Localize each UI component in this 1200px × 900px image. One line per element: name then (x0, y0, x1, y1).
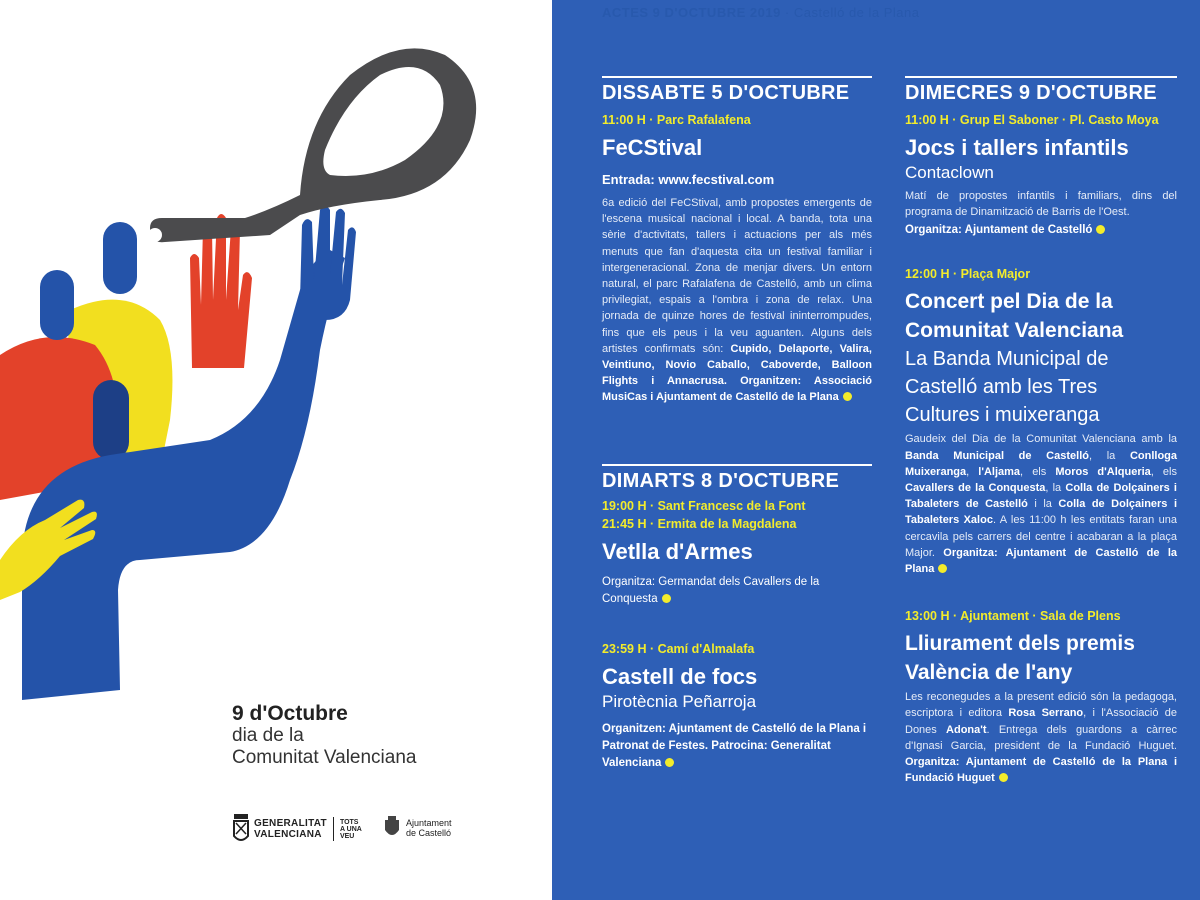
bullet-dot-icon (665, 758, 674, 767)
program-column-right (905, 76, 1177, 786)
event-title-castell: Castell de focs (602, 663, 758, 689)
event-description: Les reconegudes a la present edició són la pedagoga, escriptora i editora Rosa Serrano, i l'Associació de Dones Adona't. Entrega dels guardons a càrrec d'Ignasi Garcia, president de la Fundació Huguet. Organitza: Ajuntament de Castelló de la Plana i Fundació Huguet (905, 691, 1178, 785)
poster-title-line3: Comunitat Valenciana (232, 747, 417, 768)
generalitat-logo (232, 812, 362, 846)
event-organizer: Organitzen: Ajuntament de Castelló de la Plana i Patronat de Festes. Patrocina: Generalitat Valenciana (602, 722, 867, 769)
topline-bold: ACTES 9 D'OCTUBRE 2019 (602, 5, 781, 20)
event-organizer: Organitza: Germandat dels Cavallers de la Conquesta (602, 575, 820, 605)
poster-title-bold: 9 d'Octubre (232, 702, 348, 725)
event-time: 23:59 H · Camí d'Almalafa (602, 641, 755, 656)
ajuntament-name-2: de Castelló (406, 828, 452, 838)
day-header-dimarts: DIMARTS 8 D'OCTUBRE (602, 464, 872, 493)
artist-list: Cupido, Delaporte, Valira, Veintiuno, Novio Caballo, Caboverde, Balloon Flights i Annacrusa. (602, 342, 872, 388)
poster-panel (0, 0, 552, 900)
ajuntament-shield-icon (382, 816, 402, 840)
event-organizer: Organitza: Ajuntament de Castelló (905, 222, 1177, 239)
event-subtitle: La Banda Municipal de Castelló amb les Tres Cultures i muixeranga (905, 348, 1109, 427)
program-topline (602, 5, 920, 20)
bullet-dot-icon (938, 564, 947, 573)
generalitat-name-2: VALENCIANA (254, 829, 322, 840)
tots-tag-1: TOTS (339, 818, 359, 826)
day-header-dissabte: DISSABTE 5 D'OCTUBRE (602, 76, 872, 105)
tots-tag-3: VEU (339, 832, 355, 840)
sponsor-logos (232, 812, 532, 862)
program-column-left (602, 76, 872, 772)
event-title-premis: Lliurament dels premis València de l'any (905, 632, 1135, 685)
event-time: 11:00 H · Parc Rafalafena (602, 113, 751, 127)
generalitat-name-1: GENERALITAT (254, 818, 327, 829)
ajuntament-name-1: Ajuntament (406, 818, 452, 828)
bullet-dot-icon (843, 392, 852, 401)
event-subtitle: Pirotècnia Peñarroja (602, 691, 757, 711)
poster-title-line2: dia de la (232, 725, 304, 746)
bullet-dot-icon (999, 773, 1008, 782)
event-entrada: Entrada: www.fecstival.com (602, 172, 775, 187)
event-description: Gaudeix del Dia de la Comunitat Valenciana amb la Banda Municipal de Castelló, la Conlloga Muixeranga, l'Aljama, els Moros d'Alqueria, els Cavallers de la Conquesta, la Colla de Dolçainers i Tabaleters de Castelló i la Colla de Dolçainers i Tabaleters Xaloc. A les 11:00 h les entitats faran una cercavila pels carrers del centre i acabaran a la plaça Major. Organitza: Ajuntament de Castelló de la Plana (905, 433, 1178, 576)
bullet-dot-icon (662, 594, 671, 603)
event-title-concert: Concert pel Dia de la Comunitat Valenciana (905, 290, 1124, 343)
event-time: 13:00 H · Ajuntament · Sala de Plens (905, 609, 1121, 624)
tots-tag-2: A UNA (339, 825, 362, 833)
program-panel (552, 0, 1200, 900)
event-time: 12:00 H · Plaça Major (905, 267, 1031, 282)
topline-rest: · Castelló de la Plana (780, 5, 920, 20)
event-title-fecstival: FeCStival (602, 135, 703, 160)
event-time: 11:00 H · Grup El Saboner · Pl. Casto Moya (905, 113, 1159, 127)
event-organizer: Organitza: Ajuntament de Castelló de la Plana i Fundació Huguet (905, 756, 1177, 785)
poster-title (232, 703, 416, 769)
event-organizer: Organitza: Ajuntament de Castelló de la Plana (905, 546, 1178, 576)
event-description: Matí de propostes infantils i familiars, dins del programa de Dinamització de Barris de l'Oest. (905, 190, 1177, 219)
generalitat-emblem-icon (232, 812, 250, 846)
ajuntament-logo (382, 816, 452, 840)
event-organizer: Organitzen: Associació MusiCas i Ajuntament de Castelló de la Plana (602, 375, 872, 404)
event-description: 6a edició del FeCStival, amb propostes emergents de l'escena musical nacional i local. A banda, tota una sèrie d'activitats, tallers i actuacions per als més menuts que fan d'aquesta cita un festival familiar i intergeneracional. Zona de menjar divers. Un entorn natural, el parc Rafalafena de Castelló, amb un clima privilegiat, espais a l'ombra i zona de relax. Una jornada de quinze hores de festival ininterrompudes, fins que els peus i la veu aguanten. Alguns dels artistes confirmats són: Cupido, Delaporte, Valira, Veintiuno, Novio Caballo, Caboverde, Balloon Flights i Annacrusa. Organitzen: Associació MusiCas i Ajuntament de Castelló de la Plana (602, 197, 872, 404)
bullet-dot-icon (1096, 225, 1105, 234)
event-subtitle: Contaclown (905, 163, 994, 182)
logo-divider (333, 817, 334, 841)
event-time: 19:00 H · Sant Francesc de la Font (602, 498, 806, 513)
event-title-vetlla: Vetlla d'Armes (602, 538, 753, 564)
event-title-jocs: Jocs i tallers infantils (905, 135, 1129, 160)
day-header-dimecres: DIMECRES 9 D'OCTUBRE (905, 76, 1177, 105)
event-time: 21:45 H · Ermita de la Magdalena (602, 516, 797, 531)
